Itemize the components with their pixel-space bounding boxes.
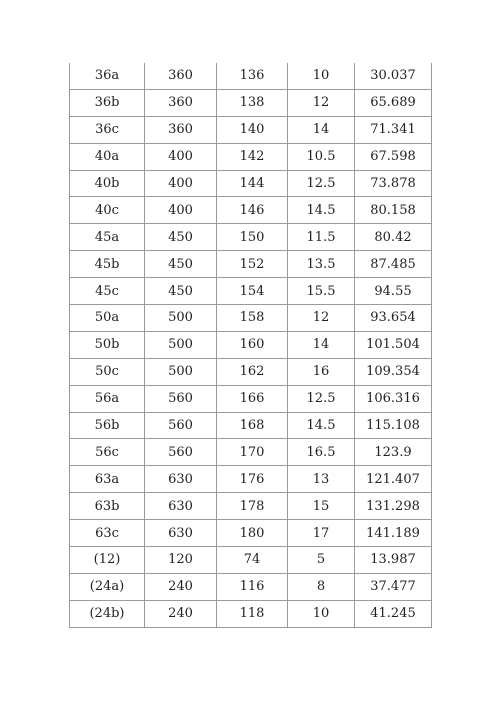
value-cell: 87.485 (355, 251, 432, 278)
value-cell: 71.341 (355, 116, 432, 143)
value-cell: 13.987 (355, 547, 432, 574)
thickness-cell: 15.5 (288, 278, 355, 305)
model-cell: 45a (70, 224, 145, 251)
value-cell: 123.9 (355, 439, 432, 466)
table-row (70, 170, 432, 197)
width-cell: 118 (217, 600, 288, 627)
table-row (70, 278, 432, 305)
width-cell: 170 (217, 439, 288, 466)
width-cell: 176 (217, 466, 288, 493)
value-cell: 80.42 (355, 224, 432, 251)
width-cell: 144 (217, 170, 288, 197)
value-cell: 80.158 (355, 197, 432, 224)
height-cell: 400 (145, 143, 217, 170)
thickness-cell: 14 (288, 331, 355, 358)
width-cell: 140 (217, 116, 288, 143)
table-row (70, 63, 432, 89)
table-row (70, 439, 432, 466)
model-cell: 63c (70, 520, 145, 547)
thickness-cell: 14.5 (288, 412, 355, 439)
table-row (70, 116, 432, 143)
height-cell: 630 (145, 466, 217, 493)
table-row (70, 466, 432, 493)
width-cell: 154 (217, 278, 288, 305)
model-cell: 50c (70, 358, 145, 385)
value-cell: 67.598 (355, 143, 432, 170)
value-cell: 121.407 (355, 466, 432, 493)
steel-section-table (69, 63, 432, 628)
height-cell: 630 (145, 520, 217, 547)
width-cell: 116 (217, 573, 288, 600)
model-cell: 63b (70, 493, 145, 520)
width-cell: 150 (217, 224, 288, 251)
thickness-cell: 16 (288, 358, 355, 385)
width-cell: 168 (217, 412, 288, 439)
thickness-cell: 11.5 (288, 224, 355, 251)
value-cell: 115.108 (355, 412, 432, 439)
model-cell: (24b) (70, 600, 145, 627)
width-cell: 136 (217, 63, 288, 89)
thickness-cell: 12.5 (288, 385, 355, 412)
model-cell: 50a (70, 305, 145, 332)
width-cell: 178 (217, 493, 288, 520)
width-cell: 160 (217, 331, 288, 358)
model-cell: 56c (70, 439, 145, 466)
height-cell: 360 (145, 116, 217, 143)
width-cell: 146 (217, 197, 288, 224)
table-row (70, 358, 432, 385)
value-cell: 65.689 (355, 89, 432, 116)
width-cell: 138 (217, 89, 288, 116)
height-cell: 240 (145, 600, 217, 627)
value-cell: 131.298 (355, 493, 432, 520)
thickness-cell: 8 (288, 573, 355, 600)
height-cell: 450 (145, 224, 217, 251)
thickness-cell: 14.5 (288, 197, 355, 224)
model-cell: 56b (70, 412, 145, 439)
height-cell: 120 (145, 547, 217, 574)
width-cell: 152 (217, 251, 288, 278)
height-cell: 500 (145, 305, 217, 332)
table-row (70, 251, 432, 278)
table-row (70, 573, 432, 600)
model-cell: 40b (70, 170, 145, 197)
thickness-cell: 12 (288, 89, 355, 116)
width-cell: 158 (217, 305, 288, 332)
thickness-cell: 13.5 (288, 251, 355, 278)
model-cell: 45c (70, 278, 145, 305)
value-cell: 41.245 (355, 600, 432, 627)
thickness-cell: 10.5 (288, 143, 355, 170)
table-row (70, 89, 432, 116)
table-row (70, 305, 432, 332)
height-cell: 360 (145, 89, 217, 116)
height-cell: 560 (145, 439, 217, 466)
table-row (70, 224, 432, 251)
model-cell: 56a (70, 385, 145, 412)
model-cell: 63a (70, 466, 145, 493)
thickness-cell: 10 (288, 600, 355, 627)
table-row (70, 331, 432, 358)
width-cell: 142 (217, 143, 288, 170)
thickness-cell: 17 (288, 520, 355, 547)
thickness-cell: 12.5 (288, 170, 355, 197)
width-cell: 180 (217, 520, 288, 547)
model-cell: (24a) (70, 573, 145, 600)
table-row (70, 520, 432, 547)
model-cell: 40c (70, 197, 145, 224)
table-row (70, 600, 432, 627)
value-cell: 106.316 (355, 385, 432, 412)
value-cell: 37.477 (355, 573, 432, 600)
table-row (70, 493, 432, 520)
height-cell: 500 (145, 358, 217, 385)
model-cell: 40a (70, 143, 145, 170)
height-cell: 560 (145, 385, 217, 412)
thickness-cell: 16.5 (288, 439, 355, 466)
value-cell: 93.654 (355, 305, 432, 332)
value-cell: 73.878 (355, 170, 432, 197)
model-cell: 45b (70, 251, 145, 278)
value-cell: 109.354 (355, 358, 432, 385)
value-cell: 30.037 (355, 63, 432, 89)
table-row (70, 385, 432, 412)
value-cell: 141.189 (355, 520, 432, 547)
height-cell: 240 (145, 573, 217, 600)
thickness-cell: 15 (288, 493, 355, 520)
height-cell: 560 (145, 412, 217, 439)
height-cell: 400 (145, 170, 217, 197)
table-row (70, 412, 432, 439)
model-cell: 36c (70, 116, 145, 143)
model-cell: 36a (70, 63, 145, 89)
height-cell: 450 (145, 278, 217, 305)
table-row (70, 197, 432, 224)
model-cell: 36b (70, 89, 145, 116)
thickness-cell: 14 (288, 116, 355, 143)
width-cell: 74 (217, 547, 288, 574)
table-body (70, 63, 432, 627)
height-cell: 450 (145, 251, 217, 278)
model-cell: 50b (70, 331, 145, 358)
value-cell: 101.504 (355, 331, 432, 358)
height-cell: 400 (145, 197, 217, 224)
thickness-cell: 10 (288, 63, 355, 89)
thickness-cell: 13 (288, 466, 355, 493)
height-cell: 630 (145, 493, 217, 520)
value-cell: 94.55 (355, 278, 432, 305)
width-cell: 166 (217, 385, 288, 412)
model-cell: (12) (70, 547, 145, 574)
height-cell: 360 (145, 63, 217, 89)
table-row (70, 143, 432, 170)
height-cell: 500 (145, 331, 217, 358)
width-cell: 162 (217, 358, 288, 385)
thickness-cell: 12 (288, 305, 355, 332)
table-row (70, 547, 432, 574)
thickness-cell: 5 (288, 547, 355, 574)
